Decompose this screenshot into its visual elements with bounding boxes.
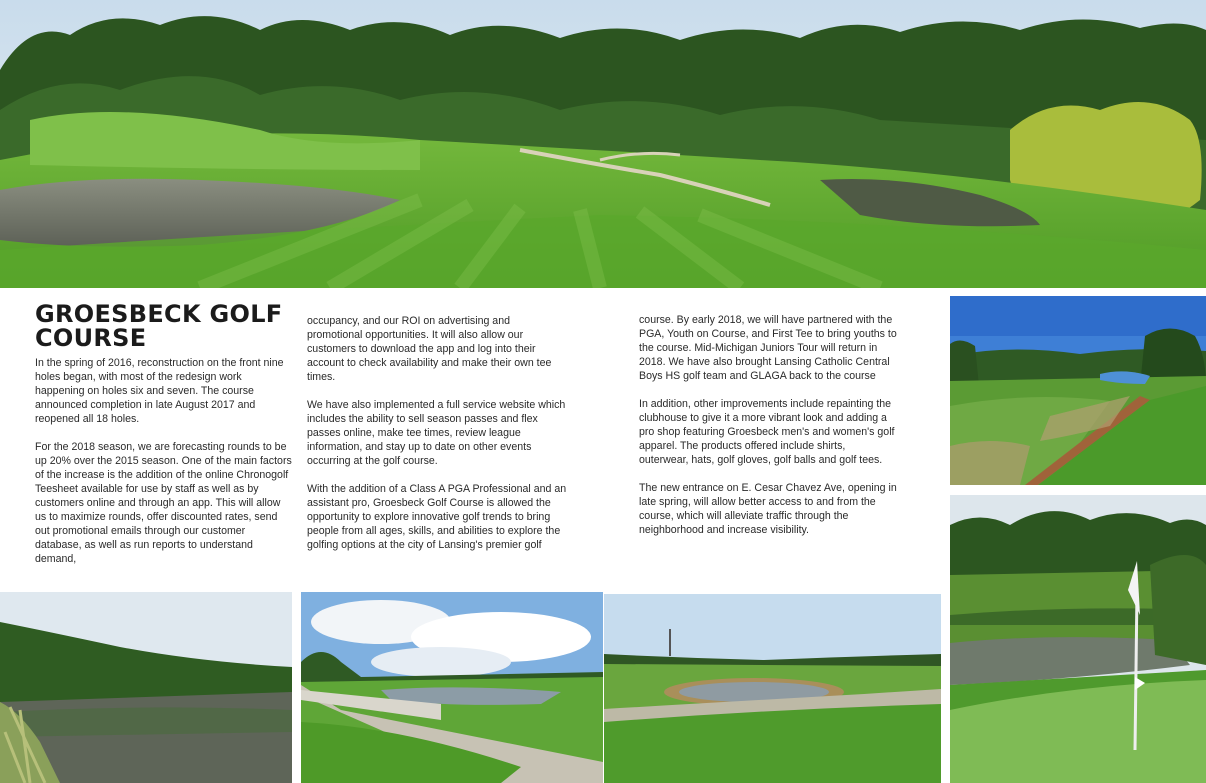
text-column-2 — [307, 314, 567, 566]
paragraph: With the addition of a Class A PGA Professional and an assistant pro, Groesbeck Golf Course is allowed the opportunity to explore innovative golf trends to bring people from all ages, skills, and abilities to explore the golfing options at the city of Lansing's premier golf — [307, 483, 567, 551]
text-column-1 — [35, 356, 293, 580]
photo-bottom-1 — [0, 592, 292, 783]
paragraph: course. By early 2018, we will have partnered with the PGA, Youth on Course, and First Tee to bring youths to the course. Mid-Michigan Juniors Tour will return in 2018. We have also brought Lansing Catholic Central Boys HS golf team and GLAGA back to the course — [639, 314, 897, 382]
paragraph: For the 2018 season, we are forecasting rounds to be up 20% over the 2015 season. One of the main factors of the increase is the addition of the online Chronogolf Teesheet available for use by staff as well as by customers online and through an app. This will allow us to maximize rounds, offer discounted rates, send out promotional emails through our customer database, as well as run reports to understand demand, — [35, 441, 292, 565]
article-title: GROESBECK GOLF COURSE — [35, 300, 283, 352]
photo-right-top — [950, 296, 1206, 485]
paragraph: The new entrance on E. Cesar Chavez Ave, opening in late spring, will allow better access to and from the course, which will alleviate traffic through the neighborhood and increase visibility. — [639, 482, 897, 536]
paragraph: In addition, other improvements include repainting the clubhouse to give it a more vibrant look and adding a pro shop featuring Groesbeck men's and women's golf apparel. The products offered include shirts, outerwear, hats, golf gloves, golf balls and golf tees. — [639, 398, 895, 466]
photo-bottom-3 — [604, 594, 941, 783]
text-column-3 — [639, 313, 897, 551]
photo-right-bottom — [950, 495, 1206, 783]
photo-bottom-2 — [301, 592, 603, 783]
paragraph: We have also implemented a full service website which includes the ability to sell season passes and flex passes online, make tee times, review league information, and stay up to date on other events occurring at the golf course. — [307, 399, 566, 467]
hero-photo — [0, 0, 1206, 288]
paragraph: In the spring of 2016, reconstruction on the front nine holes began, with most of the redesign work happening on holes six and seven. The course announced completion in late August 2017 and reopened all 18 holes. — [35, 357, 284, 425]
paragraph: occupancy, and our ROI on advertising and promotional opportunities. It will also allow our customers to download the app and log into their account to check availability and make their own tee times. — [307, 315, 552, 383]
